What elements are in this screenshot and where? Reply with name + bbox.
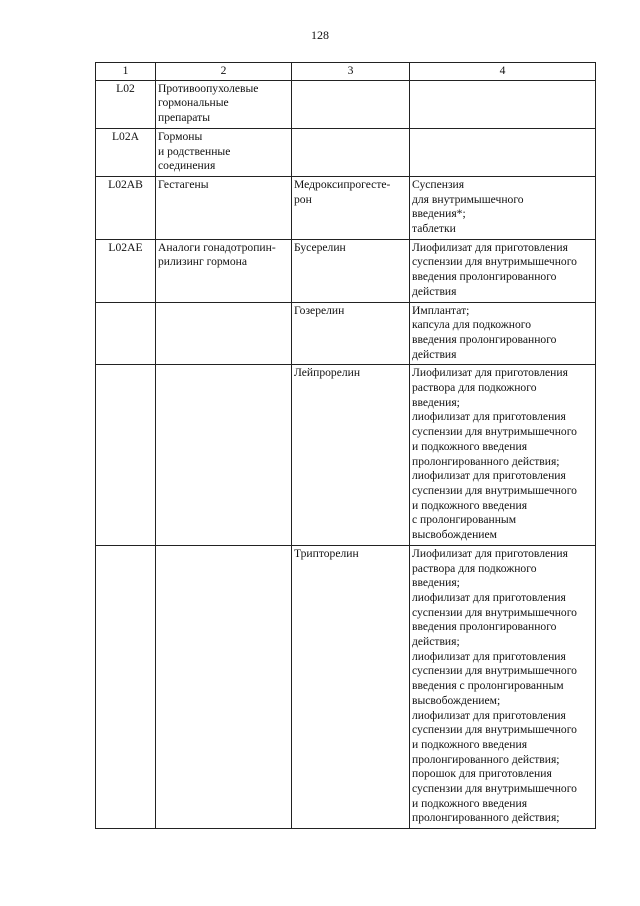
table-row — [96, 128, 596, 176]
table-row — [96, 545, 596, 828]
dosage-form-line: высвобождением; — [412, 693, 501, 707]
group-line: Гестагены — [158, 177, 209, 191]
dosage-form-line: Лиофилизат для приготовления — [412, 546, 568, 560]
dosage-form-line: раствора для подкожного — [412, 561, 537, 575]
dosage-form-line: лиофилизат для приготовления — [412, 708, 566, 722]
code-cell — [96, 545, 156, 828]
drug-line: Бусерелин — [294, 240, 346, 254]
dosage-form-line: пролонгированного действия; — [412, 752, 560, 766]
group-line: Противоопухолевые — [158, 81, 259, 95]
drug-line: Лейпрорелин — [294, 366, 361, 380]
dosage-form-line: и подкожного введения — [412, 796, 528, 810]
dosage-form-cell — [410, 128, 596, 176]
drug-cell — [292, 239, 410, 302]
medications-table — [95, 62, 596, 829]
dosage-form-line: пролонгированного действия; — [412, 454, 560, 468]
dosage-form-line: с пролонгированным — [412, 513, 517, 527]
dosage-form-line: суспензии для внутримышечного — [412, 723, 577, 737]
dosage-form-line: суспензии для внутримышечного — [412, 425, 577, 439]
dosage-form-line: лиофилизат для приготовления — [412, 469, 566, 483]
group-cell — [156, 80, 292, 128]
group-cell — [156, 365, 292, 545]
group-cell — [156, 545, 292, 828]
drug-cell — [292, 545, 410, 828]
dosage-form-line: действия — [412, 347, 457, 361]
dosage-form-line: суспензии для внутримышечного — [412, 664, 577, 678]
dosage-form-line: действия; — [412, 635, 460, 649]
drug-cell — [292, 365, 410, 545]
dosage-form-line: введения; — [412, 395, 460, 409]
drug-cell — [292, 176, 410, 239]
drug-cell — [292, 302, 410, 365]
group-cell — [156, 239, 292, 302]
dosage-form-line: для внутримышечного — [412, 192, 524, 206]
dosage-form-cell — [410, 176, 596, 239]
group-line: рилизинг гормона — [158, 255, 248, 269]
drug-line: Гозерелин — [294, 303, 345, 317]
column-header-2: 2 — [156, 63, 292, 81]
group-line: Гормоны — [158, 129, 203, 143]
group-line: препараты — [158, 111, 210, 125]
dosage-form-line: лиофилизат для приготовления — [412, 590, 566, 604]
page-number: 128 — [311, 28, 329, 42]
drug-line: Медроксипрогесте- — [294, 177, 391, 191]
dosage-form-line: введения пролонгированного — [412, 270, 557, 284]
dosage-form-line: и подкожного введения — [412, 737, 528, 751]
group-line: Аналоги гонадотропин- — [158, 240, 276, 254]
drug-cell — [292, 80, 410, 128]
dosage-form-line: действия — [412, 284, 457, 298]
code-cell: L02AB — [96, 176, 156, 239]
drug-cell — [292, 128, 410, 176]
column-header-4: 4 — [410, 63, 596, 81]
table-header-row — [96, 63, 596, 81]
group-cell — [156, 302, 292, 365]
dosage-form-line: суспензии для внутримышечного — [412, 605, 577, 619]
dosage-form-line: порошок для приготовления — [412, 767, 552, 781]
dosage-form-line: и подкожного введения — [412, 498, 528, 512]
table-row — [96, 176, 596, 239]
dosage-form-line: пролонгированного действия; — [412, 811, 560, 825]
column-header-3: 3 — [292, 63, 410, 81]
dosage-form-cell — [410, 302, 596, 365]
table-row — [96, 302, 596, 365]
dosage-form-cell — [410, 365, 596, 545]
group-cell — [156, 176, 292, 239]
table-row — [96, 80, 596, 128]
dosage-form-line: Имплантат; — [412, 303, 470, 317]
code-cell — [96, 302, 156, 365]
dosage-form-line: введения с пролонгированным — [412, 679, 564, 693]
dosage-form-line: Лиофилизат для приготовления — [412, 366, 568, 380]
dosage-form-line: суспензии для внутримышечного — [412, 255, 577, 269]
dosage-form-line: введения пролонгированного — [412, 332, 557, 346]
drug-line: Трипторелин — [294, 546, 359, 560]
dosage-form-line: таблетки — [412, 222, 456, 236]
column-header-1: 1 — [96, 63, 156, 81]
group-line: и родственные — [158, 144, 231, 158]
group-line: соединения — [158, 159, 216, 173]
dosage-form-line: высвобождением — [412, 528, 497, 542]
dosage-form-line: раствора для подкожного — [412, 381, 537, 395]
dosage-form-line: лиофилизат для приготовления — [412, 410, 566, 424]
dosage-form-cell — [410, 80, 596, 128]
dosage-form-line: и подкожного введения — [412, 439, 528, 453]
dosage-form-cell — [410, 545, 596, 828]
code-cell: L02AE — [96, 239, 156, 302]
code-cell: L02 — [96, 80, 156, 128]
dosage-form-line: введения; — [412, 576, 460, 590]
dosage-form-line: Лиофилизат для приготовления — [412, 240, 568, 254]
dosage-form-line: введения*; — [412, 207, 466, 221]
group-line: гормональные — [158, 96, 229, 110]
dosage-form-line: лиофилизат для приготовления — [412, 649, 566, 663]
code-cell — [96, 365, 156, 545]
group-cell — [156, 128, 292, 176]
dosage-form-line: Суспензия — [412, 177, 465, 191]
dosage-form-line: суспензии для внутримышечного — [412, 483, 577, 497]
dosage-form-line: суспензии для внутримышечного — [412, 782, 577, 796]
dosage-form-cell — [410, 239, 596, 302]
table-row — [96, 239, 596, 302]
table-row — [96, 365, 596, 545]
drug-line: рон — [294, 192, 312, 206]
dosage-form-line: введения пролонгированного — [412, 620, 557, 634]
code-cell: L02A — [96, 128, 156, 176]
dosage-form-line: капсула для подкожного — [412, 318, 532, 332]
